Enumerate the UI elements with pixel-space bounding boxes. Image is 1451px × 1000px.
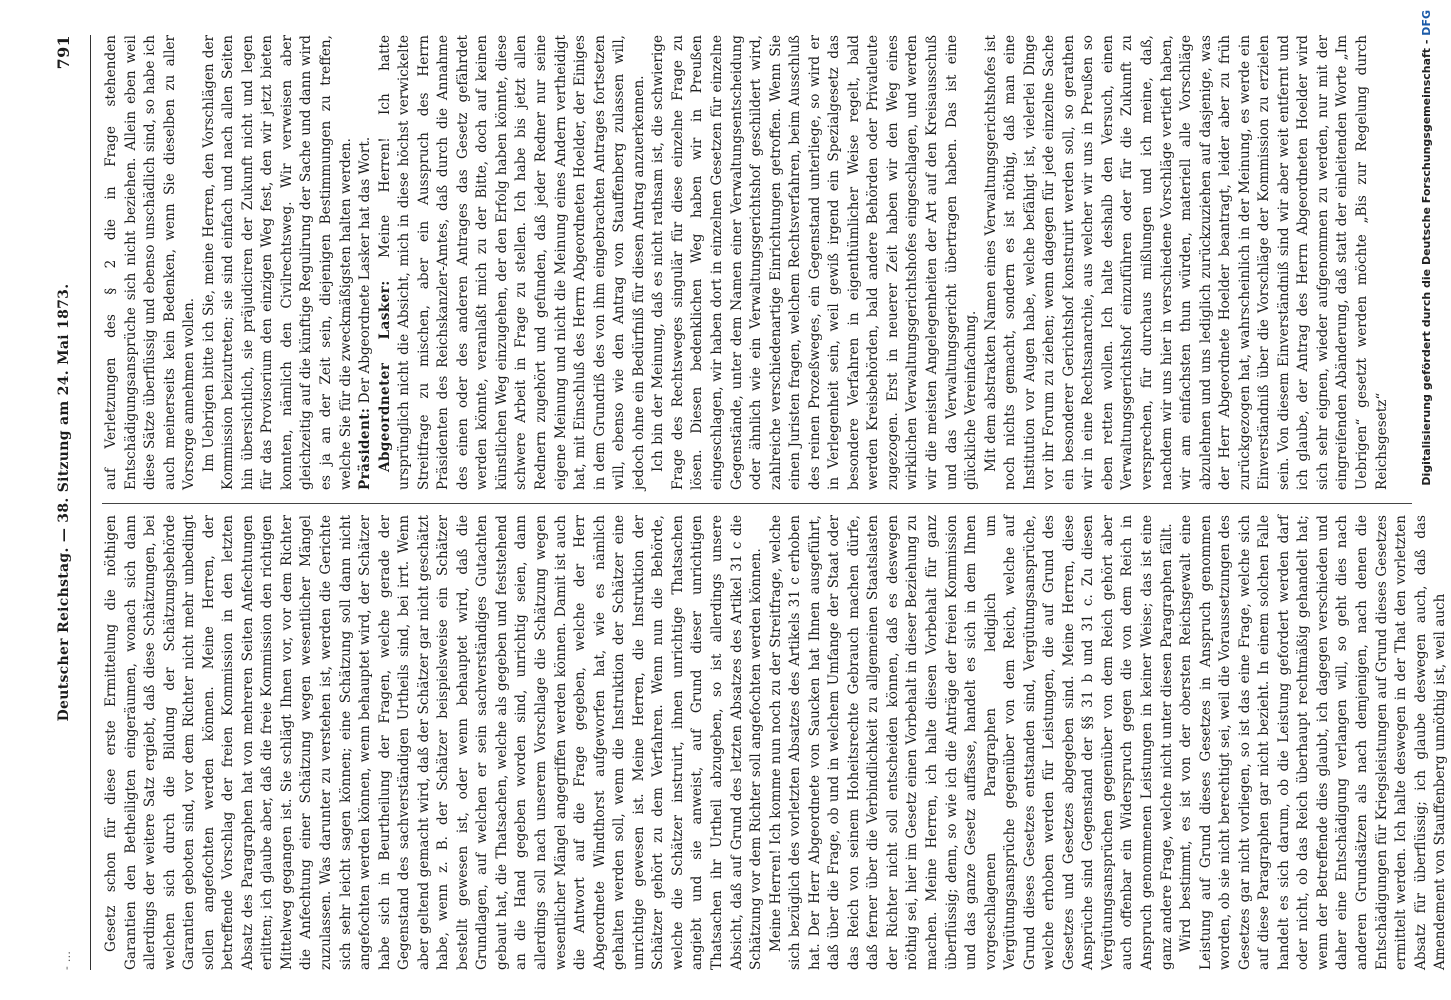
credit-text: Digitalisierung gefördert durch die Deutsche Forschungsgemeinschaft - (1420, 39, 1433, 486)
president-statement: Der Abgeordnete Lasker hat das Wort. (357, 136, 374, 404)
page-title: Deutscher Reichstag. — 38. Sitzung am 24. Mai 1873. (56, 283, 72, 722)
right-paragraph: auf Verletzungen des § 2 die in Frage stehenden Entschädigungsansprüche sich nicht beziehen. Allein eben weil diese Sätze überflüssig und ebenso unschädlich sind, so habe ich auch meinerseits kein Bedenken, wenn Sie dieselben zu aller Vorsorge annehmen wollen. (103, 35, 198, 490)
right-column (102, 35, 1412, 490)
left-paragraph: Meine Herren! Ich komme nun noch zu der Streitfrage, welche sich bezüglich des vorletzten Absatzes des Artikels 31 c erhoben hat. Der Herr Abgeordnete von Saucken hat Ihnen ausgeführt, daß über die Frage, ob und in welchem Umfange der Staat oder das Reich von seinem Hoheitsrechte Gebrauch machen dürfe, daß ferner über die Verbindlichkeit zu allgemeinen Staatslasten der Richter nicht soll entscheiden können, daß es deswegen nöthig sei, hier im Gesetz einen Vorbehalt in dieser Beziehung zu machen. Meine Herren, ich halte diesen Vorbehalt für ganz überflüssig; denn, so wie ich die Anträge der freien Kommission und das ganze Gesetz auffasse, handelt es sich in dem Ihnen vorgeschlagenen Paragraphen lediglich um Vergütungsansprüche gegenüber von dem Reich, welche auf Grund dieses Gesetzes entstanden sind, Vergütungsansprüche, welche erhoben werden für Leistungen, die auf Grund des Gesetzes und Gesetzes abgegeben sind. Meine Herren, diese Ansprüche sind Gegenstand der §§ 31 b und 31 c. Zu diesen Vergütungsansprüchen gegenüber von dem Reich gehört aber auch offenbar ein Widerspruch gegen die von dem Reich in Anspruch genommenen Leistungen in keiner Weise; das ist eine ganz andere Frage, welche nicht unter diesen Paragraphen fällt. (767, 515, 1175, 970)
speaker-lasker: Abgeordneter Lasker: (376, 280, 393, 472)
lasker-statement: Meine Herren! Ich hatte ursprünglich nicht die Absicht, mich in diese höchst verwickelte Streitfrage zu mischen, aber ein Ausspruch des Herrn Präsidenten des Reichskanzler-Amtes, daß durch die Annahme des einen oder des anderen Antrages das Gesetz gefährdet werden könnte, veranlaßt mich zu der Bitte, doch auf keinen künstlichen Weg einzugehen, der den Erfolg haben könnte, diese schwere Arbeit in Frage zu stellen. Ich habe bis jetzt allen Rednern zugehört und gefunden, daß jeder Redner nur seine eigene Meinung und nicht die Meinung eines Andern vertheidigt hat, mit Einschluß des Herrn Abgeordneten Hoelder, der Einiges in dem Grundriß des von ihm eingebrachten Antrages fortsetzen will, ebenso wie den Antrag von Stauffenberg zulassen will, jedoch ohne ein Bedürfniß für diesen Antrag anzuerkennen. (376, 35, 647, 490)
lasker-paragraph (376, 35, 650, 490)
header-left-mark: - ... (60, 950, 73, 970)
dfg-logo: DFG (1420, 10, 1433, 36)
page-header (50, 35, 91, 970)
left-paragraph: Gesetz schon für diese erste Ermittelung die nöthigen Garantien den Betheiligten eingeräumen, wonach sich dann allerdings der weitere Satz ergiebt, daß diese Schätzungen, bei welchen sich durch die Bildung der Schätzungsbehörde Garantien geboten sind, vor dem Richter nicht mehr unbedingt sollen angefochten werden können. Meine Herren, der betreffende Vorschlag der freien Kommission in den letzten Absatz des Paragraphen hat von mehreren Seiten Anfechtungen erlitten; ich glaube aber, daß die freie Kommission den richtigen Mittelweg gegangen ist. Sie schlägt Ihnen vor, vor dem Richter die Anfechtung einer Schätzung wegen wesentlicher Mängel zuzulassen. Was darunter zu verstehen ist, werden die Gerichte sich sehr leicht sagen können; eine Schätzung soll dann nicht angefochten werden können, wenn behauptet wird, der Schätzer habe sich in Beurtheilung der Fragen, welche gerade der Gegenstand des sachverständigen Urtheils sind, bei irrt. Wenn aber geltend gemacht wird, daß der Schätzer gar nicht geschätzt habe, wenn z. B. der Schätzer beispielsweise ein Schätzer bestellt gewesen ist, oder wenn behauptet wird, daß die Grundlagen, auf welchen er sein sachverständiges Gutachten gebaut hat, die Thatsachen, welche als gegeben und feststehend an die Hand gegeben worden sind, unrichtig seien, dann allerdings soll nach unserem Vorschlage die Schätzung wegen wesentlicher Mängel angegriffen werden können. Damit ist auch die Antwort auf die Frage gegeben, welche der Herr Abgeordnete Windthorst aufgeworfen hat, wie es nämlich gehalten werden soll, wenn die Instruktion der Schätzer eine unrichtige gewesen ist. Meine Herren, die Instruktion der Schätzer gehört zu dem Verfahren. Wenn nun die Behörde, welche die Schätzer instruirt, ihnen unrichtige Thatsachen angiebt und sie anweist, auf Grund dieser unrichtigen Thatsachen ihr Urtheil abzugeben, so ist allerdings unsere Absicht, daß auf Grund des letzten Absatzes des Artikel 31 c die Schätzung vor dem Richter soll angefochten werden können. (103, 515, 765, 970)
left-paragraph: Wird bestimmt, es ist von der obersten Reichsgewalt eine Leistung auf Grund dieses Gesetzes in Anspruch genommen worden, ob sie nicht berechtigt sei, weil die Voraussetzungen des Gesetzes gar nicht vorliegen, so ist das eine Frage, welche sich auf diese Paragraphen gar nicht bezieht. In einem solchen Falle handelt es sich darum, ob die Leistung gefordert werden darf oder nicht, ob das Reich überhaupt rechtmäßig gehandelt hat; wenn der Betreffende dies glaubt, ich dagegen verschieden und daher eine Entschädigung verlangen will, so geht dies nach anderen Grundsätzen als nach demjenigen, nach denen die Entschädigungen für Kriegsleistungen auf Grund dieses Gesetzes ermittelt werden. Ich halte deswegen in der That den vorletzten Absatz für überflüssig; ich glaube deswegen auch, daß das Amendement von Stauffenberg unnöthig ist, weil auch (1178, 515, 1449, 970)
right-paragraph: Ich bin der Meinung, daß es nicht rathsam ist, die schwierige Frage des Rechtsweges singulär für diese einzelne Frage zu lösen. Diesen bedenklichen Weg haben wir in Preußen eingeschlagen, wir haben dort in einzelnen Gesetzen für einzelne Gegenstände, unter dem Namen einer Verwaltungsentscheidung oder ähnlich wie ein Verwaltungsgerichtshof geschildert wird, zahlreiche verschiedenartige Einrichtungen getroffen. Wenn Sie einen Juristen fragen, welchem Rechtsverfahren, beim Ausschluß des reinen Prozeßweges, ein Gegenstand unterliege, so wird er in Verlegenheit sein, weil gewiß irgend ein Spezialgesetz das besondere Verfahren in eigenthümlicher Weise regelt, bald werden Kreisbehörden, bald andere Behörden oder Privatleute zugezogen. Erst in neuerer Zeit haben wir den Weg eines wirklichen Verwaltungsgerichtshofes eingeschlagen, und werden wir die meisten Angelegenheiten der Art auf den Kreisausschuß und das Verwaltungsgericht übertragen haben. Das ist eine glückliche Vereinfachung. (650, 35, 980, 490)
president-line (356, 35, 376, 490)
right-paragraph: Mit dem abstrakten Namen eines Verwaltungsgerichtshofes ist noch nichts gemacht, sondern es ist nöthig, daß man eine Institution vor Augen habe, welche befähigt ist, vielerlei Dinge vor ihr Forum zu ziehen; wenn dagegen für jede einzelne Sache ein besonderer Gerichtshof konstruirt werden soll, so gerathen wir in eine Rechtsanarchie, aus welcher wir uns in Preußen so eben retten wollen. Ich halte deshalb den Versuch, einen Verwaltungsgerichtshof einzuführen oder für die Zukunft zu versprechen, für durchaus mißlungen und ich meine, daß, nachdem wir uns hier in verschiedene Vorschläge vertieft haben, wir am einfachsten thun würden, materiell alle Vorschläge abzulehnen und uns lediglich zurückzuziehen auf dasjenige, was der Herr Abgeordnete Hoelder beantragt, leider aber zu früh zurückgezogen hat, wahrscheinlich in der Meinung, es werde ein Einverständniß über die Vorschläge der Kommission zu erzielen sein. Von diesem Einverständniß sind wir aber weit entfernt und ich glaube, der Antrag des Herrn Abgeordneten Hoelder wird sich sehr eignen, wieder aufgenommen zu werden, nur mit der eingreifenden Abänderung, daß statt der einleitenden Worte „Im Uebrigen“ gesetzt werden möchte „Bis zur Regelung durch Reichsgesetz“ (982, 35, 1390, 490)
left-column (102, 515, 1449, 970)
speaker-president: Präsident: (357, 407, 374, 490)
digitization-credit (1404, 10, 1433, 990)
page-number: 791 (54, 35, 73, 70)
column-divider (102, 503, 1412, 504)
right-paragraph: Im Uebrigen bitte ich Sie, meine Herren, den Vorschlägen der Kommission beizutreten; sie sind einfach und nach allen Seiten hin übersichtlich, sie präjudiciren der Zukunft nicht und legen für das Provisorium den einzigen Weg fest, den wir jetzt bieten konnten, nämlich den Civilrechtsweg. Wir verweisen aber gleichzeitig auf die künftige Regulirung der Sache und dann wird es ja an der Zeit sein, diejenigen Bestimmungen zu treffen, welche Sie für die zweckmäßigsten halten werden. (200, 35, 354, 490)
